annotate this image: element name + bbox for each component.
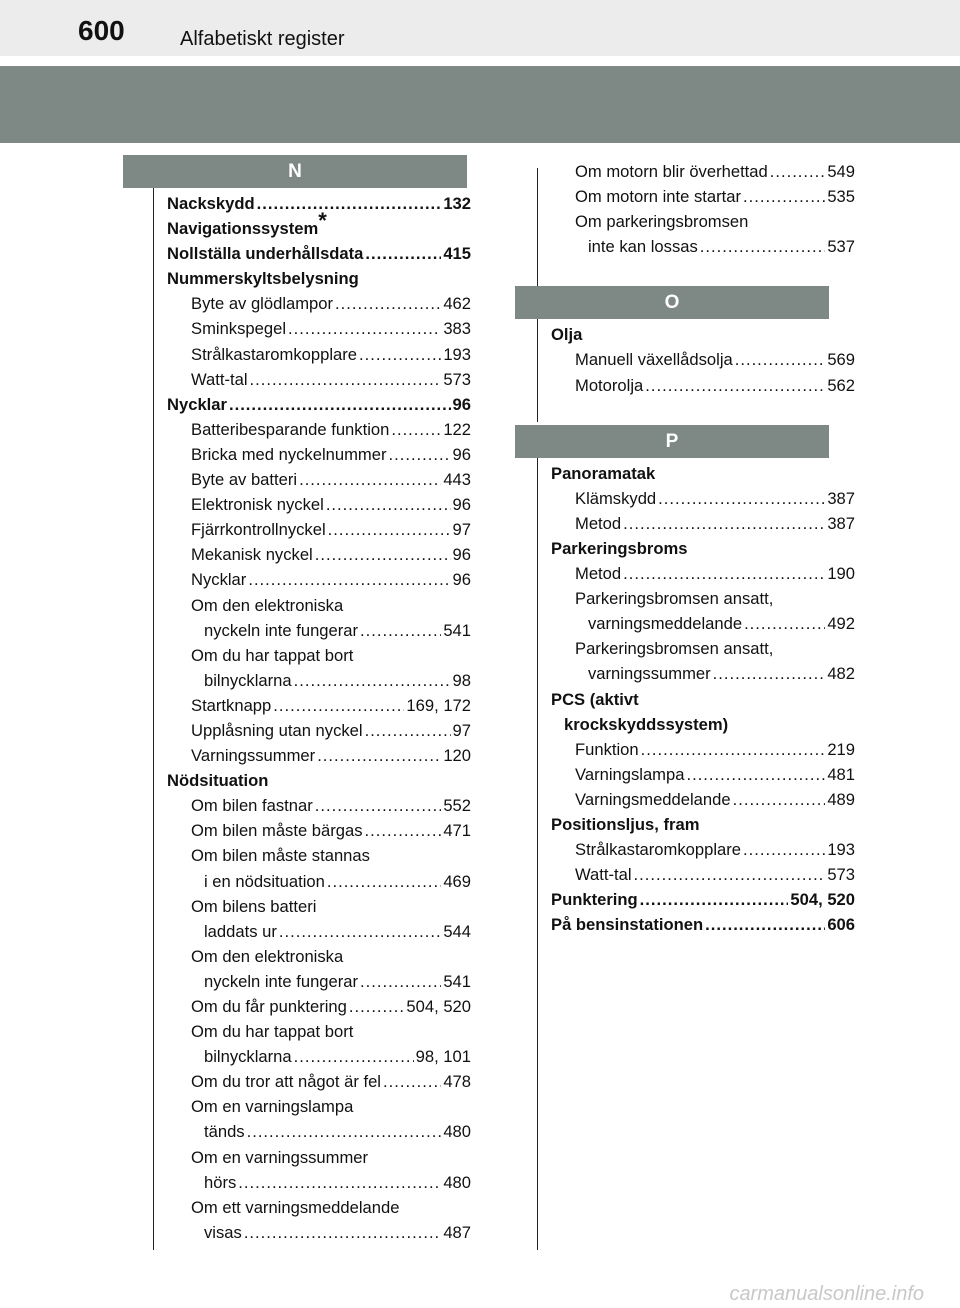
index-entry: Parkeringsbroms (551, 538, 688, 558)
entry-label: Elektronisk nyckel (191, 495, 324, 515)
entry-page: 98 (452, 670, 471, 690)
entry-page: 544 (443, 921, 471, 941)
entry-label: Nycklar (191, 570, 247, 590)
entry-label: Navigationssystem (167, 219, 319, 239)
index-subentry-cont (153, 969, 471, 994)
entry-label: Byte av batteri (191, 470, 298, 490)
entry-page: 219 (827, 739, 855, 759)
entry-page: 569 (827, 350, 855, 370)
entry-page: 193 (443, 344, 471, 364)
entry-label: i en nödsituation (204, 871, 325, 891)
entry-page: 552 (443, 796, 471, 816)
entry-label: Strålkastaromkopplare (575, 840, 742, 860)
index-subentry-cont (153, 1220, 471, 1245)
index-subentry: Om bilens batteri (191, 896, 317, 916)
header-band (0, 66, 960, 143)
footnote-mark: * (318, 208, 327, 234)
index-subentry: Om ett varningsmeddelande (191, 1197, 400, 1217)
index-subentry (537, 184, 855, 209)
index-subentry (537, 561, 855, 586)
index-subentry (153, 417, 471, 442)
entry-page: 120 (443, 746, 471, 766)
entry-label: Batteribesparande funktion (191, 419, 390, 439)
index-subentry (537, 373, 855, 398)
entry-label: Om bilen måste bärgas (191, 821, 363, 841)
entry-label: Watt-tal (191, 369, 248, 389)
index-entry (537, 887, 855, 912)
entry-label: tänds (204, 1122, 245, 1142)
index-subentry (537, 737, 855, 762)
entry-label: Funktion (575, 739, 639, 759)
entry-page: 482 (827, 664, 855, 684)
entry-page: 383 (443, 319, 471, 339)
section-n-continued (537, 159, 855, 259)
entry-label: Fjärrkontrollnyckel (191, 520, 326, 540)
entry-page: 96 (452, 545, 471, 565)
entry-label: Motorolja (575, 375, 644, 395)
index-subentry (153, 542, 471, 567)
index-entry (153, 392, 471, 417)
index-entry: Nummerskyltsbelysning (167, 269, 359, 289)
index-subentry-cont (153, 1119, 471, 1144)
entry-page: 487 (443, 1222, 471, 1242)
entry-label: Punktering (551, 890, 638, 910)
entry-page: 541 (443, 971, 471, 991)
entry-page: 562 (827, 375, 855, 395)
index-subentry (537, 347, 855, 372)
index-subentry: Om parkeringsbromsen (575, 212, 749, 232)
entry-page: 462 (443, 294, 471, 314)
index-entry (153, 208, 471, 241)
index-entry: Positionsljus, fram (551, 814, 700, 834)
entry-page: 573 (443, 369, 471, 389)
entry-label: nyckeln inte fungerar (204, 971, 359, 991)
entry-page: 190 (827, 564, 855, 584)
entry-label: Nackskydd (167, 194, 255, 213)
entry-label: varningsmeddelande (588, 614, 743, 634)
entry-page: 415 (443, 244, 471, 264)
entry-label: Varningslampa (575, 764, 685, 784)
index-subentry (153, 793, 471, 818)
index-subentry (153, 718, 471, 743)
section-header-n: N (123, 155, 467, 188)
entry-label: bilnycklarna (204, 670, 292, 690)
entry-page: 97 (452, 720, 471, 740)
entry-page: 443 (443, 470, 471, 490)
entry-label: Om du tror att något är fel (191, 1072, 381, 1092)
entry-label: Upplåsning utan nyckel (191, 720, 363, 740)
index-entry: Nödsituation (167, 771, 269, 791)
entry-label: Om motorn blir överhettad (575, 162, 768, 181)
entry-label: Varningsmeddelande (575, 789, 731, 809)
entry-label: Nollställa underhållsdata (167, 244, 364, 264)
entry-page: 492 (827, 614, 855, 634)
entry-page: 387 (827, 488, 855, 508)
entry-page: 96 (452, 444, 471, 464)
index-subentry (537, 787, 855, 812)
entry-label: Strålkastaromkopplare (191, 344, 358, 364)
index-subentry (153, 517, 471, 542)
entry-label: På bensinstationen (551, 915, 704, 935)
entry-page: 193 (827, 840, 855, 860)
page-number: 600 (78, 15, 125, 46)
entry-label: laddats ur (204, 921, 277, 941)
entry-page: 469 (443, 871, 471, 891)
index-subentry-cont (153, 668, 471, 693)
watermark: carmanualsonline.info (729, 1283, 924, 1305)
entry-label: Mekanisk nyckel (191, 545, 313, 565)
entry-page: 480 (443, 1122, 471, 1142)
entry-page: 96 (452, 495, 471, 515)
index-subentry: Om en varningssummer (191, 1147, 369, 1167)
index-subentry (153, 291, 471, 316)
entry-page: 169, 172 (406, 695, 471, 715)
entry-label: hörs (204, 1172, 237, 1192)
section-p (537, 461, 855, 938)
index-subentry (153, 442, 471, 467)
entry-label: nyckeln inte fungerar (204, 620, 359, 640)
index-subentry (537, 862, 855, 887)
index-subentry-cont (537, 234, 855, 259)
index-entry: Panoramatak (551, 463, 656, 483)
index-subentry (537, 837, 855, 862)
index-subentry (537, 511, 855, 536)
entry-label: Metod (575, 564, 622, 584)
entry-page: 541 (443, 620, 471, 640)
index-subentry (537, 762, 855, 787)
index-subentry-cont (153, 1044, 471, 1069)
index-entry: PCS (aktivt (551, 689, 639, 709)
index-column-right (537, 159, 855, 937)
entry-label: varningssummer (588, 664, 711, 684)
page-title: Alfabetiskt register (180, 28, 345, 50)
index-entry (537, 912, 855, 937)
entry-label: Startknapp (191, 695, 272, 715)
section-n (153, 191, 471, 1245)
section-o (537, 322, 855, 397)
entry-page: 549 (827, 162, 855, 181)
entry-label: Om motorn inte startar (575, 187, 741, 207)
entry-page: 96 (452, 570, 471, 590)
index-subentry (153, 818, 471, 843)
index-subentry (153, 743, 471, 768)
index-subentry: Om bilen måste stannas (191, 846, 370, 866)
section-header-o: O (515, 286, 829, 319)
entry-page: 122 (443, 419, 471, 439)
entry-page: 489 (827, 789, 855, 809)
index-subentry: Parkeringsbromsen ansatt, (575, 639, 774, 659)
entry-page: 504, 520 (406, 997, 471, 1016)
entry-label: Metod (575, 513, 622, 533)
index-subentry (153, 994, 471, 1019)
entry-label: bilnycklarna (204, 1047, 292, 1067)
index-subentry: Om den elektroniska (191, 946, 344, 966)
entry-page: 132 (443, 194, 471, 213)
index-subentry (537, 486, 855, 511)
entry-page: 387 (827, 513, 855, 533)
entry-label: Bricka med nyckelnummer (191, 444, 387, 464)
index-subentry (153, 693, 471, 718)
index-subentry (153, 492, 471, 517)
entry-label: Varningssummer (191, 746, 316, 766)
page-header (0, 0, 960, 56)
index-subentry (153, 367, 471, 392)
entry-page: 471 (443, 821, 471, 841)
index-entry-cont: krockskyddssystem) (564, 714, 729, 734)
index-subentry-cont (153, 1170, 471, 1195)
index-subentry-cont (153, 919, 471, 944)
index-subentry: Om den elektroniska (191, 595, 344, 615)
entry-label: visas (204, 1222, 242, 1242)
entry-label: Om bilen fastnar (191, 796, 313, 816)
index-subentry-cont (537, 661, 855, 686)
entry-label: Byte av glödlampor (191, 294, 334, 314)
entry-page: 573 (827, 865, 855, 885)
index-entry (153, 191, 471, 216)
index-subentry-cont (537, 611, 855, 636)
entry-label: Watt-tal (575, 865, 632, 885)
entry-label: Nycklar (167, 394, 227, 414)
index-entry: Olja (551, 325, 583, 345)
entry-label: Sminkspegel (191, 319, 287, 339)
entry-page: 478 (443, 1072, 471, 1092)
index-subentry: Om du har tappat bort (191, 1022, 354, 1042)
index-subentry-cont (153, 869, 471, 894)
entry-label: Manuell växellådsolja (575, 350, 733, 370)
entry-page: 537 (827, 237, 855, 257)
entry-label: Klämskydd (575, 488, 657, 508)
entry-page: 481 (827, 764, 855, 784)
index-subentry: Parkeringsbromsen ansatt, (575, 589, 774, 609)
entry-page: 480 (443, 1172, 471, 1192)
index-subentry: Om en varningslampa (191, 1097, 354, 1117)
index-subentry-cont (153, 618, 471, 643)
index-column-left (153, 155, 471, 1245)
section-header-p: P (515, 425, 829, 458)
index-subentry (537, 159, 855, 184)
entry-label: Om du får punktering (191, 997, 347, 1016)
entry-page: 97 (452, 520, 471, 540)
index-subentry (153, 467, 471, 492)
index-subentry (153, 342, 471, 367)
entry-page: 535 (827, 187, 855, 207)
index-subentry (153, 1069, 471, 1094)
entry-label: inte kan lossas (588, 237, 698, 257)
index-subentry (153, 316, 471, 341)
entry-page: 606 (827, 915, 855, 935)
index-entry (153, 241, 471, 266)
entry-page: 96 (452, 394, 471, 414)
index-subentry (153, 567, 471, 592)
entry-page: 504, 520 (790, 890, 855, 910)
entry-page: 98, 101 (415, 1047, 471, 1067)
index-subentry: Om du har tappat bort (191, 645, 354, 665)
